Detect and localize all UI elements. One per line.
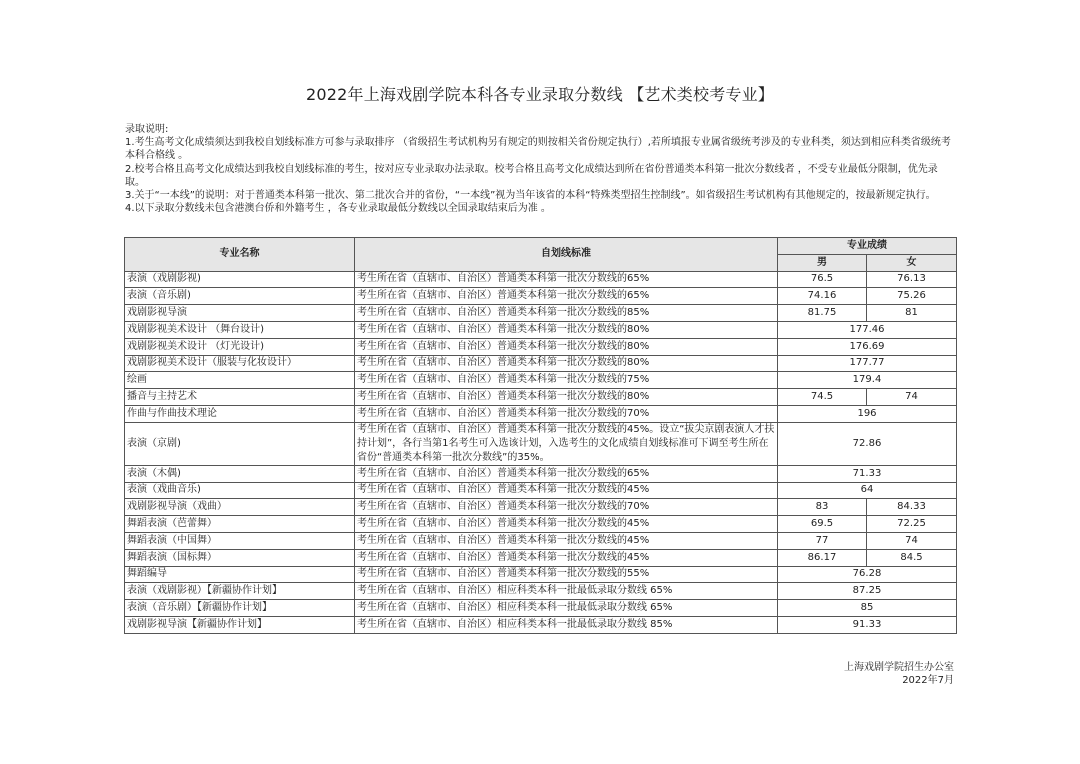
male-score-cell: 83 — [778, 499, 867, 516]
major-cell: 舞蹈表演（芭蕾舞） — [125, 516, 355, 533]
major-cell: 播音与主持艺术 — [125, 389, 355, 406]
standard-cell: 考生所在省（直辖市、自治区）普通类本科第一批次分数线的45% — [355, 516, 778, 533]
female-score-cell: 81 — [867, 305, 957, 322]
table-row — [125, 405, 957, 422]
major-cell: 表演（木偶) — [125, 465, 355, 482]
table-row — [125, 532, 957, 549]
standard-cell: 考生所在省（直辖市、自治区）普通类本科第一批次分数线的65% — [355, 288, 778, 305]
male-score-cell: 74.5 — [778, 389, 867, 406]
standard-cell: 考生所在省（直辖市、自治区）普通类本科第一批次分数线的80% — [355, 389, 778, 406]
female-score-cell: 74 — [867, 389, 957, 406]
header-female: 女 — [867, 254, 957, 271]
standard-cell: 考生所在省（直辖市、自治区）普通类本科第一批次分数线的70% — [355, 405, 778, 422]
major-cell: 表演（戏剧影视）【新疆协作计划】 — [125, 583, 355, 600]
female-score-cell: 75.26 — [867, 288, 957, 305]
table-row — [125, 422, 957, 465]
male-score-cell: 86.17 — [778, 549, 867, 566]
major-cell: 戏剧影视美术设计 （舞台设计) — [125, 321, 355, 338]
major-cell: 作曲与作曲技术理论 — [125, 405, 355, 422]
admission-notes — [125, 123, 955, 215]
major-cell: 戏剧影视导演（戏曲） — [125, 499, 355, 516]
male-score-cell: 69.5 — [778, 516, 867, 533]
header-score: 专业成绩 — [778, 238, 957, 255]
footer-office: 上海戏剧学院招生办公室 — [844, 662, 954, 673]
standard-cell: 考生所在省（直辖市、自治区）普通类本科第一批次分数线的70% — [355, 499, 778, 516]
standard-cell: 考生所在省（直辖市、自治区）普通类本科第一批次分数线的80% — [355, 321, 778, 338]
footer-date: 2022年7月 — [902, 675, 954, 686]
standard-cell: 考生所在省（直辖市、自治区）普通类本科第一批次分数线的80% — [355, 355, 778, 372]
standard-cell: 考生所在省（直辖市、自治区）相应科类本科一批最低录取分数线 85% — [355, 616, 778, 633]
standard-cell: 考生所在省（直辖市、自治区）普通类本科第一批次分数线的85% — [355, 305, 778, 322]
score-cell: 176.69 — [778, 338, 957, 355]
major-cell: 戏剧影视导演【新疆协作计划】 — [125, 616, 355, 633]
score-cell: 87.25 — [778, 583, 957, 600]
standard-cell: 考生所在省（直辖市、自治区）普通类本科第一批次分数线的65% — [355, 465, 778, 482]
score-cell: 64 — [778, 482, 957, 499]
table-row — [125, 482, 957, 499]
major-cell: 表演（戏曲音乐) — [125, 482, 355, 499]
table-row — [125, 616, 957, 633]
table-row — [125, 600, 957, 617]
score-cell: 196 — [778, 405, 957, 422]
page-title: 2022年上海戏剧学院本科各专业录取分数线 【艺术类校考专业】 — [305, 85, 774, 104]
header-male: 男 — [778, 254, 867, 271]
score-cell: 72.86 — [778, 422, 957, 465]
table-row — [125, 516, 957, 533]
table-row — [125, 321, 957, 338]
footer — [844, 661, 954, 687]
female-score-cell: 84.5 — [867, 549, 957, 566]
standard-cell: 考生所在省（直辖市、自治区）普通类本科第一批次分数线的80% — [355, 338, 778, 355]
major-cell: 舞蹈表演（中国舞） — [125, 532, 355, 549]
score-cell: 179.4 — [778, 372, 957, 389]
table-row — [125, 549, 957, 566]
score-cell: 177.77 — [778, 355, 957, 372]
major-cell: 戏剧影视美术设计 （灯光设计) — [125, 338, 355, 355]
male-score-cell: 74.16 — [778, 288, 867, 305]
header-major: 专业名称 — [125, 238, 355, 272]
score-cell: 177.46 — [778, 321, 957, 338]
table-row — [125, 288, 957, 305]
table-row — [125, 465, 957, 482]
table-row — [125, 305, 957, 322]
score-cell: 91.33 — [778, 616, 957, 633]
male-score-cell: 81.75 — [778, 305, 867, 322]
header-standard: 自划线标准 — [355, 238, 778, 272]
female-score-cell: 74 — [867, 532, 957, 549]
major-cell: 舞蹈表演（国标舞） — [125, 549, 355, 566]
standard-cell: 考生所在省（直辖市、自治区）相应科类本科一批最低录取分数线 65% — [355, 600, 778, 617]
female-score-cell: 72.25 — [867, 516, 957, 533]
female-score-cell: 84.33 — [867, 499, 957, 516]
standard-cell: 考生所在省（直辖市、自治区）普通类本科第一批次分数线的75% — [355, 372, 778, 389]
table-row — [125, 583, 957, 600]
major-cell: 舞蹈编导 — [125, 566, 355, 583]
major-cell: 戏剧影视美术设计（服装与化妆设计） — [125, 355, 355, 372]
table-row — [125, 271, 957, 288]
standard-cell: 考生所在省（直辖市、自治区）普通类本科第一批次分数线的65% — [355, 271, 778, 288]
table-row — [125, 338, 957, 355]
note-item: 2.校考合格且高考文化成绩达到我校自划线标准的考生，按对应专业录取办法录取。校考合格且高考文化成绩达到所在省份普通类本科第一批次分数线者 ，不受专业最低分限制，优先录取。 — [125, 163, 938, 188]
female-score-cell: 76.13 — [867, 271, 957, 288]
major-cell: 表演（音乐剧) — [125, 288, 355, 305]
major-cell: 表演（京剧) — [125, 422, 355, 465]
table-row — [125, 499, 957, 516]
standard-cell: 考生所在省（直辖市、自治区）相应科类本科一批最低录取分数线 65% — [355, 583, 778, 600]
standard-cell: 考生所在省（直辖市、自治区）普通类本科第一批次分数线的55% — [355, 566, 778, 583]
score-cell: 71.33 — [778, 465, 957, 482]
score-table — [124, 237, 957, 634]
table-row — [125, 566, 957, 583]
note-item: 1.考生高考文化成绩须达到我校自划线标准方可参与录取排序 （省级招生考试机构另有规定的则按相关省份规定执行）,若所填报专业属省级统考涉及的专业科类，须达到相应科类省级统考本科合格线 。 — [125, 137, 951, 162]
standard-cell: 考生所在省（直辖市、自治区）普通类本科第一批次分数线的45% — [355, 549, 778, 566]
major-cell: 戏剧影视导演 — [125, 305, 355, 322]
male-score-cell: 76.5 — [778, 271, 867, 288]
score-cell: 85 — [778, 600, 957, 617]
major-cell: 绘画 — [125, 372, 355, 389]
major-cell: 表演（音乐剧）【新疆协作计划】 — [125, 600, 355, 617]
score-cell: 76.28 — [778, 566, 957, 583]
table-row — [125, 372, 957, 389]
table-row — [125, 355, 957, 372]
table-row — [125, 389, 957, 406]
standard-cell: 考生所在省（直辖市、自治区）普通类本科第一批次分数线的45% — [355, 532, 778, 549]
male-score-cell: 77 — [778, 532, 867, 549]
major-cell: 表演（戏剧影视) — [125, 271, 355, 288]
standard-cell: 考生所在省（直辖市、自治区）普通类本科第一批次分数线的45% — [355, 482, 778, 499]
note-item: 3.关于“一本线”的说明：对于普通类本科第一批次、第二批次合并的省份，“一本线”视为当年该省的本科“特殊类型招生控制线”。如省级招生考试机构有其他规定的，按最新规定执行。 — [125, 190, 936, 202]
note-item: 4.以下录取分数线未包含港澳台侨和外籍考生 ，各专业录取最低分数线以全国录取结束后为准 。 — [125, 203, 551, 215]
notes-heading: 录取说明: — [125, 124, 169, 135]
standard-cell: 考生所在省（直辖市、自治区）普通类本科第一批次分数线的45%。设立“拔尖京剧表演人才扶持计划”，各行当第1名考生可入选该计划，入选考生的文化成绩自划线标准可下调至考生所在省份“普通类本科第一批次分数线”的35%。 — [355, 422, 778, 465]
